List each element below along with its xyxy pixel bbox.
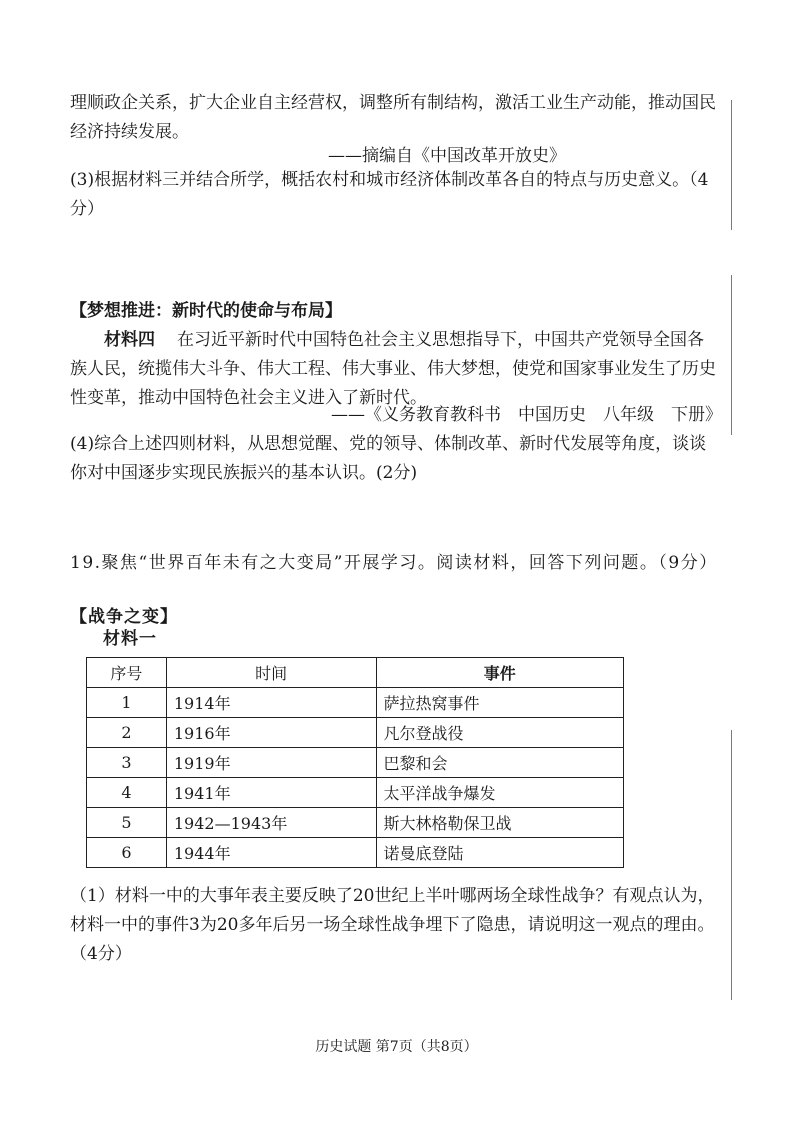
row-number: 2 [87,718,167,748]
table-row [87,718,624,748]
row-event: 凡尔登战役 [376,718,624,748]
table-header-row [87,658,624,688]
row-time: 1919年 [166,748,376,778]
row-time: 1942—1943年 [166,808,376,838]
row-event: 太平洋战争爆发 [376,778,624,808]
row-number: 4 [87,778,167,808]
right-margin-line [731,100,732,230]
row-event: 萨拉热窝事件 [376,688,624,718]
section-heading-dream: 【梦想推进：新时代的使命与布局】 [70,301,342,321]
column-header-number: 序号 [87,658,167,688]
column-header-event: 事件 [376,658,624,688]
table-row [87,808,624,838]
material-four-text: 在习近平新时代中国特色社会主义思想指导下，中国共产党领导全国各族人民，统揽伟大斗争、伟大工程、伟大事业、伟大梦想，使党和国家事业发生了历史性变革，推动中国特色社会主义进入了新时代。 [70,330,716,408]
table-row [87,838,624,868]
page-footer: 历史试题 第7页（共8页） [315,1039,478,1055]
material-three-continuation: 理顺政企关系，扩大企业自主经营权，调整所有制结构，激活工业生产动能，推动国民经济持续发展。 [70,93,716,142]
table-row [87,778,624,808]
section-heading-war: 【战争之变】 [70,607,178,627]
row-number: 5 [87,808,167,838]
column-header-time: 时间 [166,658,376,688]
question-18-4: (4)综合上述四则材料，从思想觉醒、党的领导、体制改革、新时代发展等角度，谈谈你对中国逐步实现民族振兴的基本认识。(2分) [70,434,707,483]
row-time: 1944年 [166,838,376,868]
row-event: 斯大林格勒保卫战 [376,808,624,838]
question-19-intro: 19.聚焦“世界百年未有之大变局”开展学习。阅读材料，回答下列问题。（9分） [70,553,718,573]
material-one-label: 材料一 [103,629,157,649]
events-table [86,657,624,868]
row-event: 巴黎和会 [376,748,624,778]
material-four-label: 材料四 [104,330,155,350]
row-number: 6 [87,838,167,868]
right-margin-line [731,275,732,435]
row-time: 1941年 [166,778,376,808]
table-row [87,688,624,718]
row-time: 1914年 [166,688,376,718]
question-19-1: （1）材料一中的大事年表主要反映了20世纪上半叶哪两场全球性战争？有观点认为，材料一中的事件3为20多年后另一场全球性战争埋下了隐患，请说明这一观点的理由。（4分） [70,886,715,964]
material-three-source: ——摘编自《中国改革开放史》 [328,146,566,166]
row-number: 1 [87,688,167,718]
row-time: 1916年 [166,718,376,748]
material-four-paragraph [70,326,720,413]
row-number: 3 [87,748,167,778]
material-four-source: ——《义务教育教科书 中国历史 八年级 下册》 [331,405,722,425]
table-row [87,748,624,778]
question-18-3: (3)根据材料三并结合所学，概括农村和城市经济体制改革各自的特点与历史意义。（4分） [70,170,709,219]
right-margin-line [731,730,732,1000]
row-event: 诺曼底登陆 [376,838,624,868]
